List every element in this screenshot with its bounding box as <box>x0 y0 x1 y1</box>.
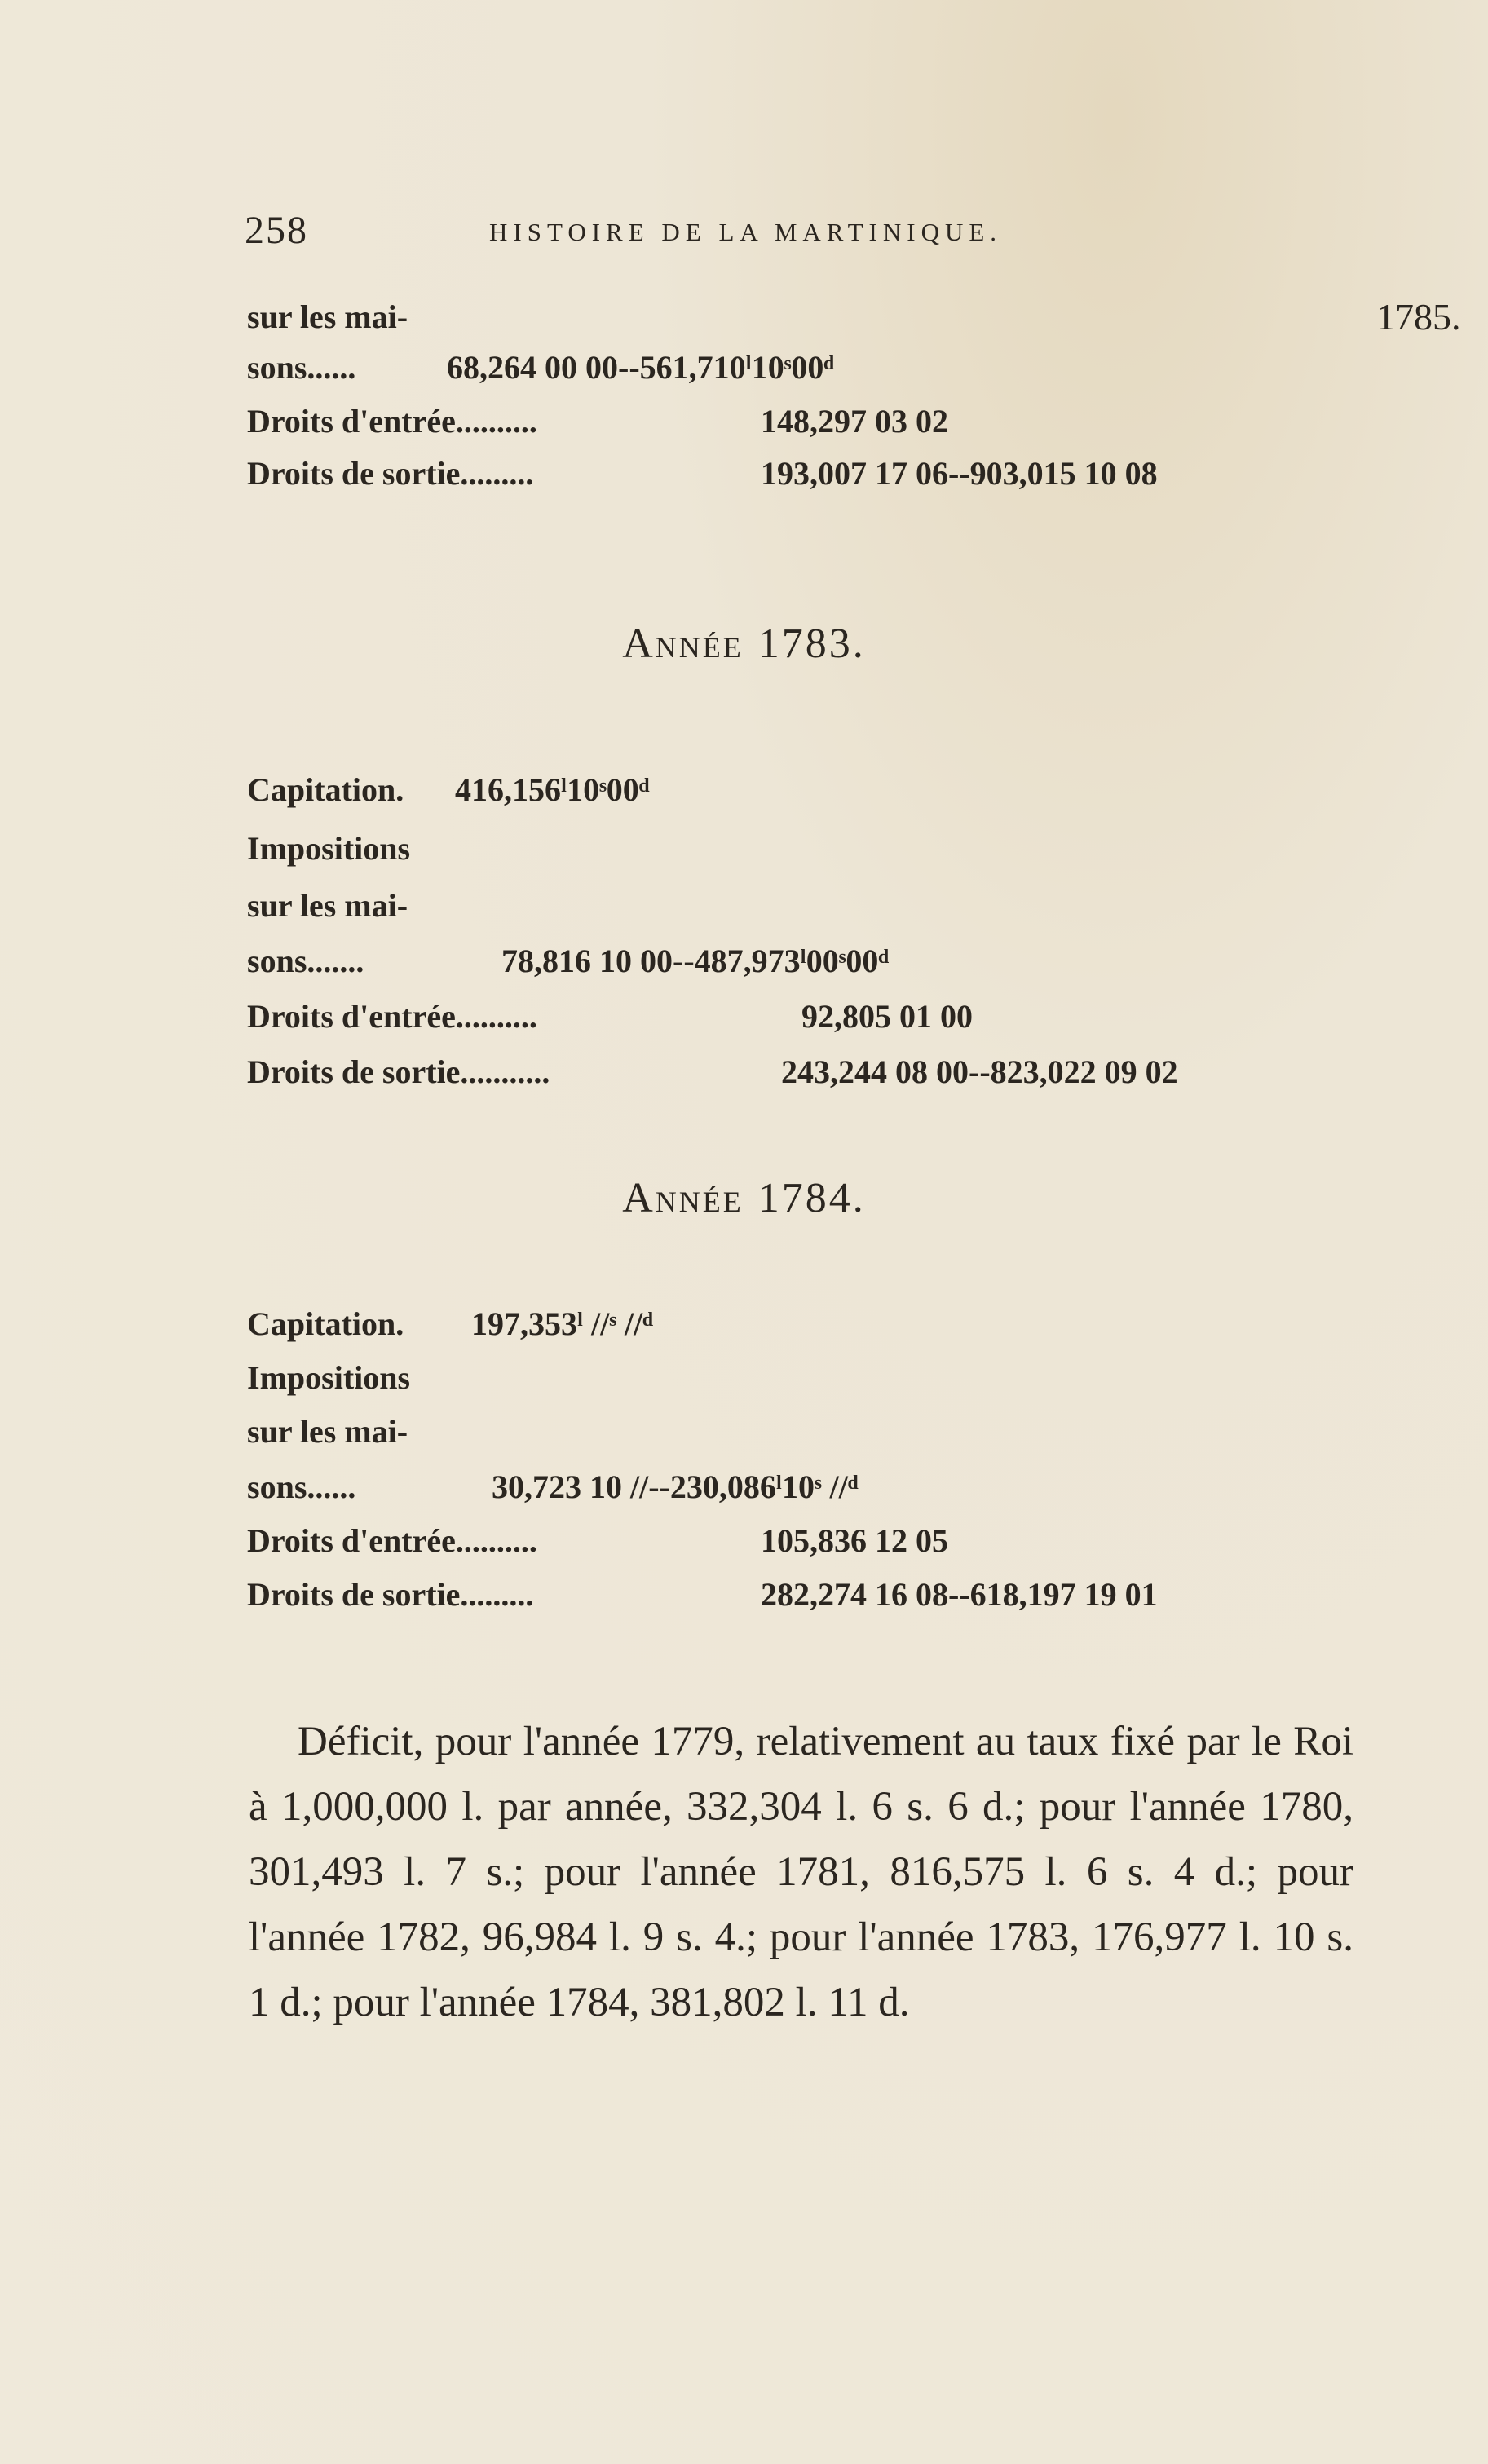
row-label: Impositions <box>247 1359 411 1396</box>
ledger-row <box>247 298 408 343</box>
row-value: 92,805 01 00 <box>801 998 973 1035</box>
year-heading-1784 <box>0 1174 1488 1222</box>
row-label: sons....... <box>247 943 364 979</box>
ledger-row <box>247 1053 1178 1098</box>
row-label: sur les mai- <box>247 887 408 924</box>
year-heading-1783 <box>0 620 1488 668</box>
row-value: 243,244 08 00--823,022 09 02 <box>781 1053 1178 1090</box>
row-label: Impositions <box>247 830 411 867</box>
ledger-row <box>247 1521 948 1567</box>
row-value: 105,836 12 05 <box>761 1522 948 1559</box>
row-label: Capitation. <box>247 1305 404 1342</box>
row-label: sur les mai- <box>247 1413 408 1450</box>
row-value: 193,007 17 06--903,015 10 08 <box>761 455 1158 492</box>
ledger-row <box>247 454 1158 500</box>
row-label: Droits de sortie........... <box>247 1053 550 1090</box>
running-head <box>245 208 1141 257</box>
ledger-row <box>247 1358 410 1404</box>
heading-year: 1783. <box>757 620 866 667</box>
running-title: HISTOIRE DE LA MARTINIQUE. <box>489 218 1003 246</box>
page-number: 258 <box>245 209 308 252</box>
margin-year: 1785. <box>1376 296 1461 338</box>
row-label: Droits de sortie......... <box>247 1576 534 1613</box>
row-value: 416,156ˡ10ˢ00ᵈ <box>455 771 650 808</box>
ledger-row <box>247 402 948 448</box>
row-label: sons...... <box>247 349 356 386</box>
ledger-row <box>247 1575 1158 1621</box>
row-value: 78,816 10 00--487,973ˡ00ˢ00ᵈ <box>501 943 890 979</box>
ledger-row <box>247 829 410 875</box>
row-label: Droits d'entrée.......... <box>247 1522 537 1559</box>
heading-year: 1784. <box>757 1175 866 1221</box>
ledger-row <box>247 1305 654 1350</box>
deficit-paragraph: Déficit, pour l'année 1779, relativement au taux fixé par le Roi à 1,000,000 l. par année, 332,304 l. 6 s. 6 d.; pour l'année 1780, 301,493 l. 7 s.; pour l'année 1781, 816,575 l. 6 s. 4 d.; pour l'année 1782, 96,984 l. 9 s. 4.; pour l'année 1783, 176,977 l. 10 s. 1 d.; pour l'année 1784, 381,802 l. 11 d. <box>249 1719 1353 2025</box>
row-value: 197,353ˡ //ˢ //ᵈ <box>471 1305 654 1342</box>
row-value: 148,297 03 02 <box>761 403 948 439</box>
ledger-row <box>247 886 408 932</box>
row-label: sur les mai- <box>247 298 408 335</box>
ledger-row <box>247 997 973 1043</box>
heading-word: Année <box>622 620 744 667</box>
ledger-row <box>247 771 650 816</box>
heading-word: Année <box>622 1175 744 1221</box>
row-label: sons...... <box>247 1468 356 1505</box>
row-label: Droits d'entrée.......... <box>247 998 537 1035</box>
ledger-row <box>247 348 835 394</box>
row-label: Droits de sortie......... <box>247 455 534 492</box>
row-label: Droits d'entrée.......... <box>247 403 537 439</box>
row-label: Capitation. <box>247 771 404 808</box>
row-value: 282,274 16 08--618,197 19 01 <box>761 1576 1158 1613</box>
ledger-row <box>247 942 890 987</box>
ledger-row <box>247 1412 408 1458</box>
row-value: 68,264 00 00--561,710ˡ10ˢ00ᵈ <box>447 349 835 386</box>
ledger-row <box>247 1468 859 1513</box>
row-value: 30,723 10 //--230,086ˡ10ˢ //ᵈ <box>492 1468 859 1505</box>
